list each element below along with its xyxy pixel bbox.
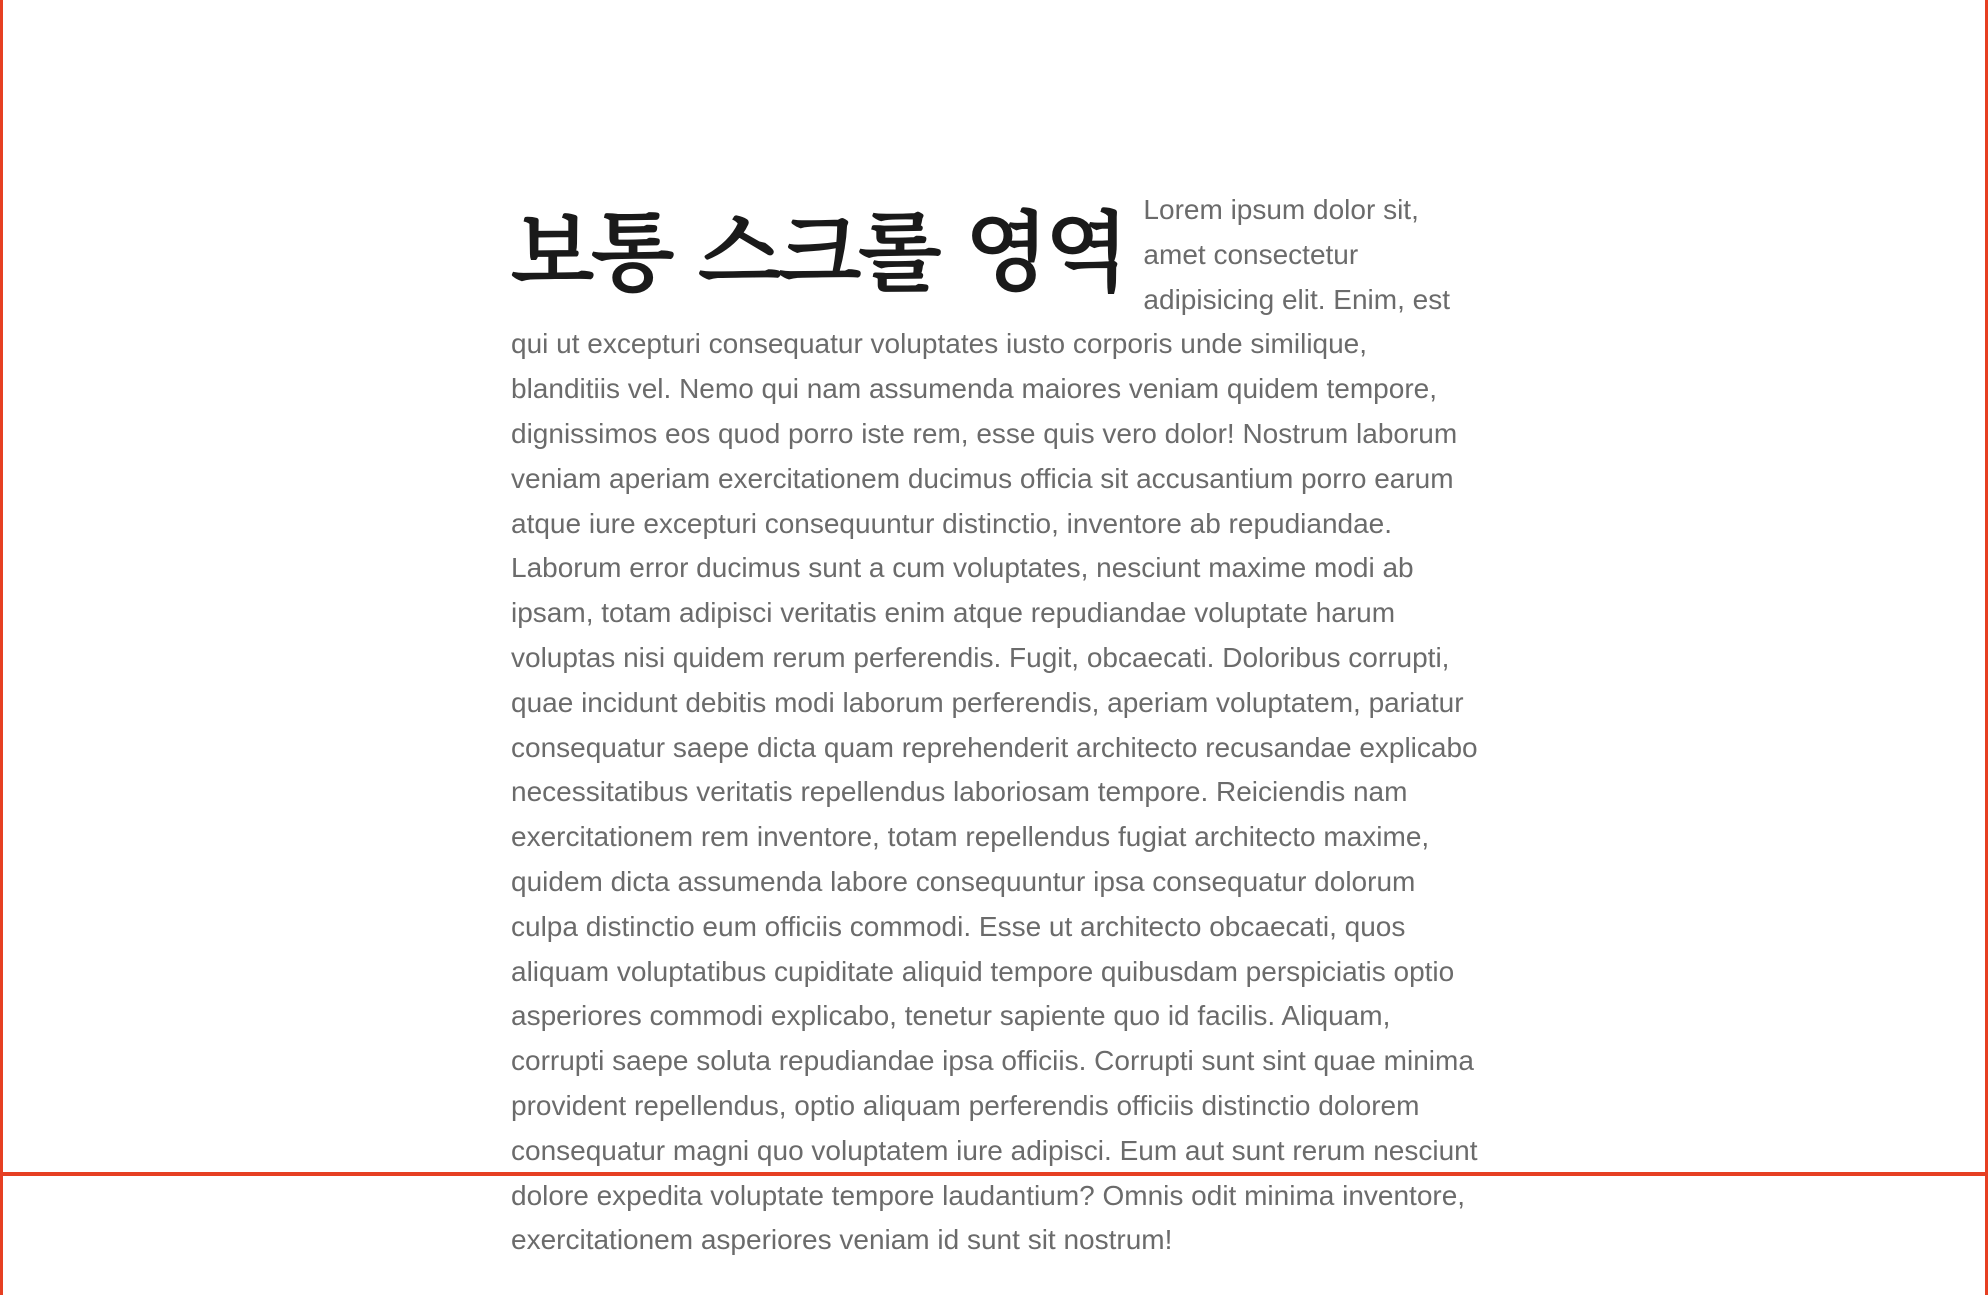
section-heading: 보통 스크롤 영역: [511, 203, 1126, 303]
scroll-section: [511, 188, 1483, 1263]
section-body-text: Lorem ipsum dolor sit, amet consectetur adipisicing elit. Enim, est qui ut excepturi consequatur voluptates iusto corporis unde similique, blanditiis vel. Nemo qui nam assumenda maiores veniam quidem tempore, dignissimos eos quod porro iste rem, esse quis vero dolor! Nostrum laborum veniam aperiam exercitationem ducimus officia sit accusantium porro earum atque iure excepturi consequuntur distinctio, inventore ab repudiandae. Laborum error ducimus sunt a cum voluptates, nesciunt maxime modi ab ipsam, totam adipisci veritatis enim atque repudiandae voluptate harum voluptas nisi quidem rerum perferendis. Fugit, obcaecati. Doloribus corrupti, quae incidunt debitis modi laborum perferendis, aperiam voluptatem, pariatur consequatur saepe dicta quam reprehenderit architecto recusandae explicabo necessitatibus veritatis repellendus laboriosam tempore. Reiciendis nam exercitationem rem inventore, totam repellendus fugiat architecto maxime, quidem dicta assumenda labore consequuntur ipsa consequatur dolorum culpa distinctio eum officiis commodi. Esse ut architecto obcaecati, quos aliquam voluptatibus cupiditate aliquid tempore quibusdam perspiciatis optio asperiores commodi explicabo, tenetur sapiente quo id facilis. Aliquam, corrupti saepe soluta repudiandae ipsa officiis. Corrupti sunt sint quae minima provident repellendus, optio aliquam perferendis officiis distinctio dolorem consequatur magni quo voluptatem iure adipisci. Eum aut sunt rerum nesciunt dolore expedita voluptate tempore laudantium? Omnis odit minima inventore, exercitationem asperiores veniam id sunt sit nostrum!: [511, 194, 1478, 1256]
red-marker-line: [3, 1172, 1988, 1176]
